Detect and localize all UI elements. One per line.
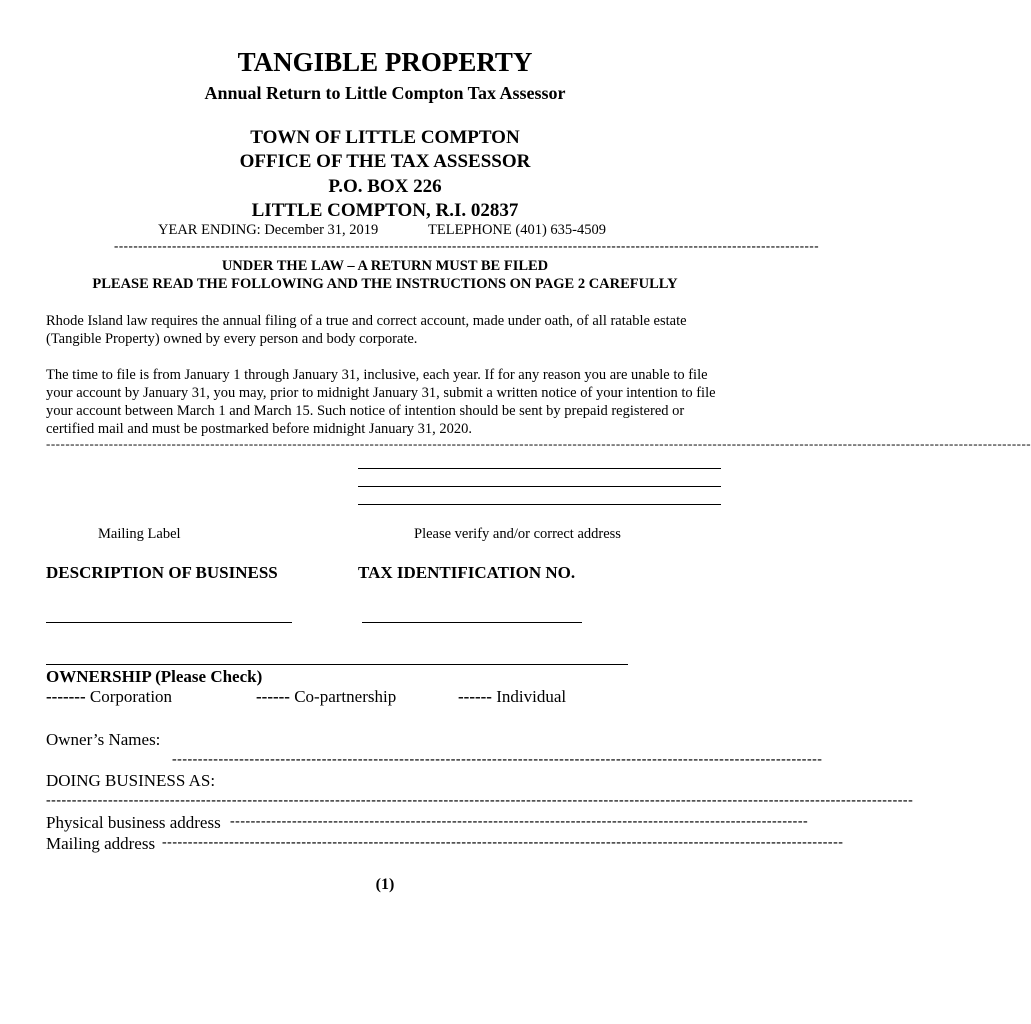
filing-time-paragraph: The time to file is from January 1 through January 31, inclusive, each year. If for any reason you are unable to file your account by January 31, you may, prior to midnight January 31, submit a written notice of your intention to file your account between March 1 and March 15. Such notice of intention should be sent by prepaid registered or certified mail and must be postmarked before midnight January 31, 2020. (46, 367, 716, 437)
body-divider: ------------------------------------------------------------------------------------------------------------------------------------------------------------------------------------------------------------ (46, 436, 1031, 451)
owners-names-field[interactable]: ------------------------------------------------------------------------------------------------------------------------------ (172, 752, 823, 767)
mailing-label-caption: Mailing Label (98, 526, 181, 542)
individual-label: Individual (491, 687, 567, 706)
tax-identification-field[interactable] (362, 622, 582, 623)
mailing-address-label: Mailing address (46, 834, 156, 853)
address-line-1[interactable] (358, 468, 721, 469)
po-box: P.O. BOX 226 (328, 176, 442, 197)
copartnership-label: Co-partnership (289, 687, 397, 706)
notice-line-2: PLEASE READ THE FOLLOWING AND THE INSTRUCTIONS ON PAGE 2 CAREFULLY (92, 276, 678, 292)
ownership-option-copartnership[interactable] (256, 687, 396, 707)
description-of-business-field[interactable] (46, 622, 292, 623)
individual-check-line[interactable]: ------ (458, 687, 492, 706)
verify-address-caption: Please verify and/or correct address (414, 526, 621, 542)
ownership-option-corporation[interactable] (46, 687, 172, 707)
office-name: OFFICE OF THE TAX ASSESSOR (239, 151, 531, 172)
telephone: TELEPHONE (401) 635-4509 (428, 222, 607, 238)
law-paragraph: Rhode Island law requires the annual filing of a true and correct account, made under oath, of all ratable estate (Tangible Property) owned by every person and body corporate. (46, 313, 687, 347)
corporation-label: Corporation (85, 687, 173, 706)
document-subtitle: Annual Return to Little Compton Tax Assessor (204, 83, 566, 103)
doing-business-as-field[interactable]: ------------------------------------------------------------------------------------------------------------------------------------------------------------------------ (46, 793, 914, 808)
year-ending: YEAR ENDING: December 31, 2019 (158, 222, 379, 238)
ownership-option-individual[interactable] (458, 687, 566, 707)
description-of-business-label: DESCRIPTION OF BUSINESS (46, 563, 278, 582)
tax-identification-label: TAX IDENTIFICATION NO. (358, 563, 576, 582)
ownership-label: OWNERSHIP (Please Check) (46, 667, 263, 686)
header-divider: -------------------------------------------------------------------------------------------------------------------------------------------------- (114, 238, 820, 253)
owners-names-label: Owner’s Names: (46, 730, 161, 749)
page-number: (1) (375, 876, 395, 893)
copartnership-check-line[interactable]: ------ (256, 687, 290, 706)
city-state-zip: LITTLE COMPTON, R.I. 02837 (251, 200, 519, 221)
mailing-address-field[interactable]: ------------------------------------------------------------------------------------------------------------------------------------ (162, 835, 844, 850)
doing-business-as-label: DOING BUSINESS AS: (46, 771, 216, 790)
address-line-2[interactable] (358, 486, 721, 487)
description-of-business-field-2[interactable] (46, 664, 628, 665)
notice-line-1: UNDER THE LAW – A RETURN MUST BE FILED (221, 258, 549, 274)
physical-address-field[interactable]: ---------------------------------------------------------------------------------------------------------------- (230, 814, 809, 829)
address-line-3[interactable] (358, 504, 721, 505)
physical-address-label: Physical business address (46, 813, 221, 832)
town-name: TOWN OF LITTLE COMPTON (250, 127, 520, 148)
document-title: TANGIBLE PROPERTY (237, 47, 533, 77)
corporation-check-line[interactable]: ------- (46, 687, 86, 706)
